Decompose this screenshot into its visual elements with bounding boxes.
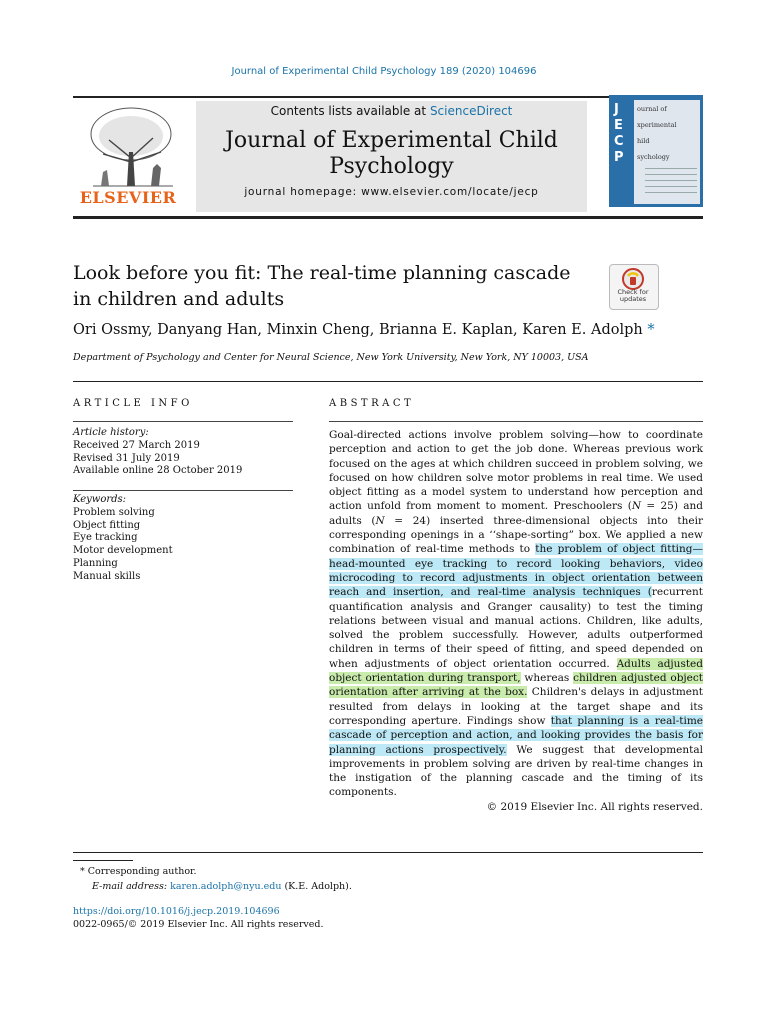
check-line-1: Check for bbox=[617, 288, 649, 296]
article-info-rule bbox=[73, 421, 293, 422]
cover-title-line: ournal of bbox=[637, 105, 667, 113]
corresponding-author-mark[interactable]: * bbox=[647, 322, 655, 338]
cover-text-line bbox=[645, 180, 697, 181]
history-item: Available online 28 October 2019 bbox=[73, 465, 243, 477]
abstract-body bbox=[329, 428, 703, 814]
journal-reference[interactable]: Journal of Experimental Child Psychology 189 (2020) 104696 bbox=[231, 66, 537, 77]
history-item: Revised 31 July 2019 bbox=[73, 452, 180, 464]
abstract-n-symbol: N bbox=[631, 500, 642, 513]
keyword-item: Object fitting bbox=[73, 519, 141, 531]
highlight-blue[interactable]: that planning is a real-time cascade of perception and action, and looking provides the basis for planning actions prospectively. bbox=[329, 714, 703, 756]
abstract-text: recurrent quantification analysis and Granger causality) to test the timing relations between visual and manual actions. Children, like adults, solved the problem successfully. However, adults outperformed children in terms of their speed of fitting, and speed depended on when adjustments of object orientation occurred. bbox=[329, 586, 703, 670]
footnote-text: Corresponding author. bbox=[84, 866, 197, 877]
email-link[interactable]: karen.adolph@nyu.edu bbox=[170, 881, 282, 892]
email-line bbox=[80, 879, 700, 894]
keyword-item: Planning bbox=[73, 557, 118, 569]
journal-cover-panel bbox=[634, 100, 700, 204]
keywords-list bbox=[73, 494, 293, 584]
contents-line bbox=[196, 104, 587, 118]
abstract-text: whereas bbox=[520, 672, 574, 685]
cover-title-line: hild bbox=[637, 137, 650, 145]
abstract-text: Children's delays in adjustment resulted from delays in looking at the target shape and its corresponding aperture. Findings show bbox=[329, 686, 704, 727]
cover-letter: P bbox=[614, 150, 624, 165]
article-title: Look before you fit: The real-time planning cascade in children and adults bbox=[73, 262, 571, 310]
keyword-item: Problem solving bbox=[73, 506, 155, 518]
author-list bbox=[73, 322, 713, 338]
email-suffix: (K.E. Adolph). bbox=[281, 881, 352, 892]
highlight-green[interactable]: children adjusted object orientation after arriving at the box. bbox=[329, 672, 703, 699]
header-bottom-rule bbox=[73, 216, 703, 219]
cover-letter: J bbox=[614, 102, 619, 117]
homepage-line bbox=[196, 186, 587, 198]
keywords-rule bbox=[73, 490, 293, 491]
journal-title: Journal of Experimental Child Psychology bbox=[225, 128, 558, 179]
abstract-text: = 25) and adults ( bbox=[329, 500, 703, 527]
article-info-heading: ARTICLE INFO bbox=[73, 398, 193, 409]
abstract-text: We suggest that developmental improvements in problem solving are driven by real-time changes in the instigation of the planning cascade and the timing of its components. bbox=[329, 743, 703, 799]
history-label: Article history: bbox=[73, 427, 149, 438]
check-line-2: updates bbox=[619, 295, 647, 303]
issn-copyright: 0022-0965/© 2019 Elsevier Inc. All rights reserved. bbox=[73, 919, 324, 930]
abstract-text: = 24) inserted three-dimensional objects into their corresponding openings in a ‘‘shape-sorting” box. We applied a new combination of real-time methods to bbox=[329, 514, 703, 556]
homepage-prefix: journal homepage: bbox=[244, 186, 362, 198]
highlight-blue[interactable]: the problem of object fitting—head-mounted eye tracking to record looking behaviors, video microcoding to record adjustments in object orientation between reach and insertion, and real-time analysis techniques ( bbox=[329, 543, 704, 599]
corresponding-author-note bbox=[80, 864, 700, 879]
abstract-copyright: © 2019 Elsevier Inc. All rights reserved. bbox=[486, 800, 703, 813]
email-label: E-mail address: bbox=[92, 881, 171, 892]
keyword-item: Motor development bbox=[73, 545, 173, 557]
footer-rule bbox=[73, 852, 703, 853]
cover-text-line bbox=[645, 174, 697, 175]
abstract-n-symbol: N bbox=[375, 514, 385, 527]
section-rule bbox=[73, 381, 703, 382]
abstract-rule bbox=[329, 421, 703, 422]
cover-text-line bbox=[645, 186, 697, 187]
keyword-item: Eye tracking bbox=[73, 532, 138, 544]
cover-letter: C bbox=[614, 134, 624, 149]
contents-prefix: Contents lists available at bbox=[270, 104, 430, 118]
history-item: Received 27 March 2019 bbox=[73, 439, 200, 451]
authors-text: Ori Ossmy, Danyang Han, Minxin Cheng, Brianna E. Kaplan, Karen E. Adolph bbox=[73, 322, 643, 338]
homepage-link[interactable]: www.elsevier.com/locate/jecp bbox=[361, 186, 539, 198]
cover-text-line bbox=[645, 192, 697, 193]
affiliation: Department of Psychology and Center for Neural Science, New York University, New York, NY 10003, USA bbox=[73, 352, 589, 363]
cover-title-line: sychology bbox=[637, 153, 670, 161]
cover-text-line bbox=[645, 168, 697, 169]
footnote-rule bbox=[73, 860, 133, 861]
article-history bbox=[73, 427, 293, 478]
cover-title-line: xperimental bbox=[637, 121, 677, 129]
abstract-heading: ABSTRACT bbox=[329, 398, 415, 409]
abstract-text: Goal-directed actions involve problem solving—how to coordinate perception and action to get the job done. Whereas previous work focused on the ages at which children succeed in problem solving, we focused on how children solve motor problems in real time. We used object fitting as a model system to understand how perception and action unfold from moment to moment. Preschoolers ( bbox=[329, 429, 703, 513]
sciencedirect-link[interactable]: ScienceDirect bbox=[429, 104, 513, 118]
highlight-green[interactable]: Adults adjusted object orientation during transport, bbox=[329, 657, 703, 685]
keywords-label: Keywords: bbox=[73, 494, 127, 505]
doi-link[interactable]: https://doi.org/10.1016/j.jecp.2019.104696 bbox=[73, 906, 280, 917]
check-for-updates-icon bbox=[622, 268, 644, 290]
footnote bbox=[80, 864, 700, 894]
check-for-updates-label bbox=[609, 289, 657, 303]
elsevier-wordmark: ELSEVIER bbox=[79, 188, 177, 207]
cover-letter: E bbox=[614, 118, 623, 133]
keyword-item: Manual skills bbox=[73, 570, 141, 582]
footnote-mark: * bbox=[80, 866, 85, 877]
